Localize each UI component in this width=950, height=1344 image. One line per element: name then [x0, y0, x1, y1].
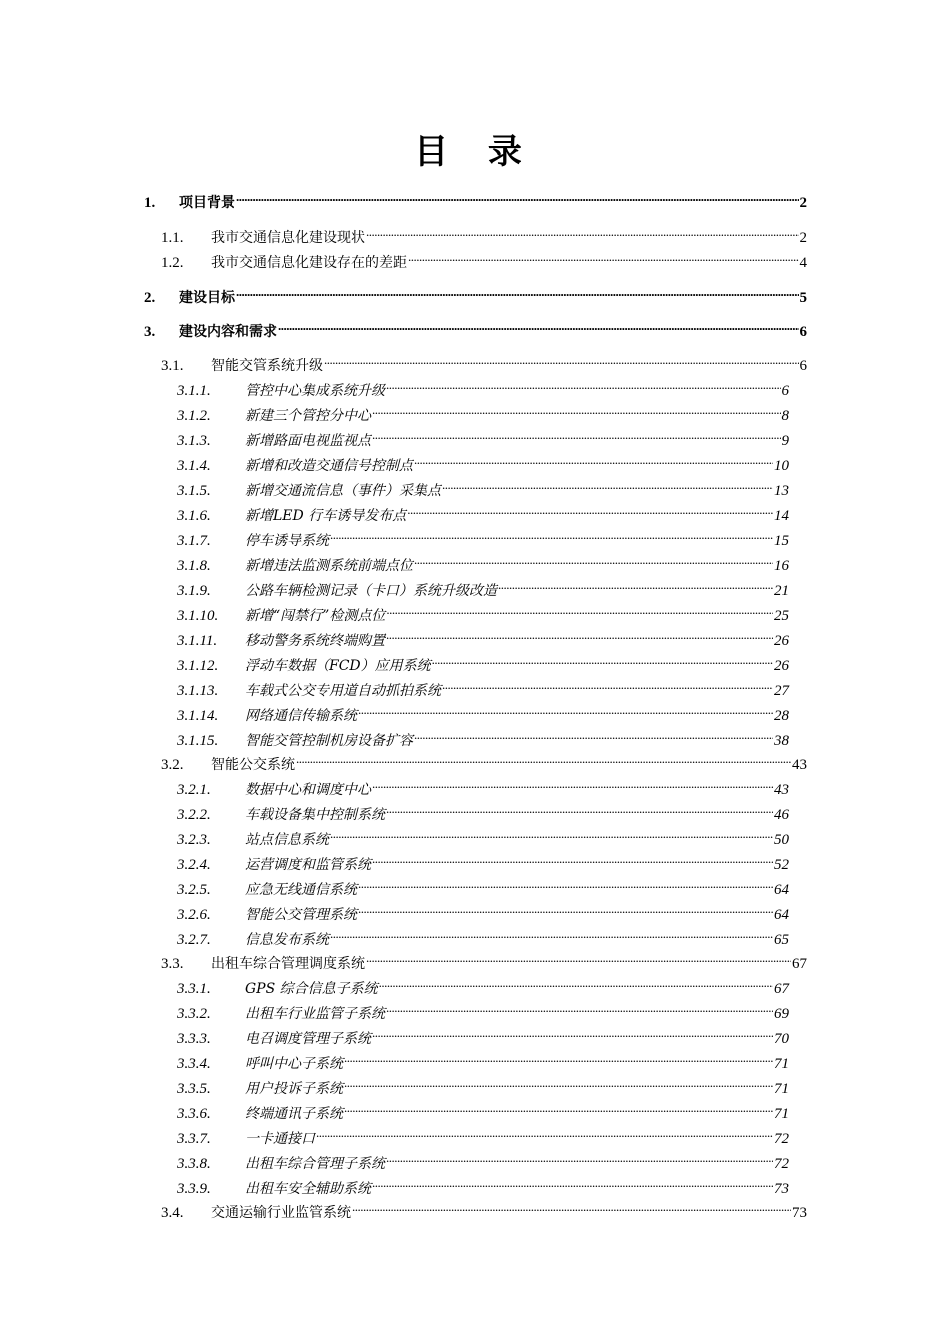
toc-entry-number: 3.1.3.: [177, 433, 211, 449]
toc-entry-page-number: 38: [774, 733, 789, 749]
toc-dot-leader: [442, 673, 773, 695]
toc-entry-page-number: 13: [774, 483, 789, 499]
toc-entry-number: 3.1.10.: [177, 608, 219, 624]
toc-entry-page-number: 71: [774, 1106, 789, 1122]
toc-entry-page-number: 73: [792, 1205, 807, 1221]
toc-entry-label: 出租车综合管理调度系统: [211, 956, 365, 972]
toc-entry-number: 3.3.4.: [177, 1056, 211, 1072]
toc-dot-leader: [372, 423, 781, 445]
toc-entry-number: 3.2.4.: [177, 857, 211, 873]
toc-entry[interactable]: [177, 822, 789, 848]
toc-entry-number: 3.3.1.: [177, 981, 211, 997]
toc-dot-leader: [372, 772, 773, 794]
toc-entry-label: 项目背景: [179, 195, 235, 211]
toc-entry-label: 新增违法监测系统前端点位: [245, 558, 413, 574]
toc-entry[interactable]: [161, 245, 807, 271]
toc-entry-page-number: 4: [799, 255, 807, 271]
toc-entry-number: 3.4.: [161, 1205, 184, 1221]
toc-entry-number: 3.2.2.: [177, 807, 211, 823]
toc-entry-label: 智能交管系统升级: [211, 358, 323, 374]
toc-entry-label: 运营调度和监管系统: [245, 857, 371, 873]
toc-dot-leader: [236, 280, 799, 302]
toc-dot-leader: [352, 1195, 791, 1217]
toc-entry-number: 3.3.9.: [177, 1181, 211, 1197]
toc-entry-number: 3.3.: [161, 956, 184, 972]
toc-dot-leader: [372, 1021, 773, 1043]
toc-entry[interactable]: [177, 673, 789, 699]
toc-entry[interactable]: [177, 1146, 789, 1172]
toc-entry-number: 3.3.2.: [177, 1006, 211, 1022]
toc-entry-page-number: 64: [774, 882, 789, 898]
toc-entry[interactable]: [177, 698, 789, 724]
toc-dot-leader: [414, 548, 773, 570]
toc-entry-label: 公路车辆检测记录（卡口）系统升级改造: [245, 583, 497, 599]
toc-entry-number: 3.3.3.: [177, 1031, 211, 1047]
toc-entry-number: 3.1.15.: [177, 733, 219, 749]
toc-dot-leader: [372, 398, 781, 420]
toc-dot-leader: [408, 245, 799, 267]
toc-entry[interactable]: [177, 423, 789, 449]
toc-dot-leader: [386, 623, 773, 645]
toc-entry[interactable]: [177, 847, 789, 873]
toc-entry-label: 新增“闯禁行”检测点位: [245, 608, 386, 624]
toc-entry-label: 我市交通信息化建设存在的差距: [211, 255, 407, 271]
toc-entry-label: 呼叫中心子系统: [245, 1056, 343, 1072]
toc-entry[interactable]: [177, 1121, 789, 1147]
toc-entry-page-number: 67: [792, 956, 807, 972]
toc-entry-number: 3.2.7.: [177, 932, 211, 948]
toc-entry-label: 站点信息系统: [245, 832, 329, 848]
page-title: 目 录: [414, 132, 536, 172]
toc-entry-page-number: 5: [799, 290, 807, 306]
toc-entry-label: 出租车行业监管子系统: [245, 1006, 385, 1022]
toc-dot-leader: [386, 373, 781, 395]
toc-entry-number: 3.1.9.: [177, 583, 211, 599]
toc-entry[interactable]: [177, 648, 789, 674]
toc-entry-page-number: 28: [774, 708, 789, 724]
toc-entry-page-number: 71: [774, 1081, 789, 1097]
toc-dot-leader: [432, 648, 773, 670]
toc-entry-number: 3.1.7.: [177, 533, 211, 549]
toc-entry-number: 3.3.5.: [177, 1081, 211, 1097]
toc-entry-page-number: 27: [774, 683, 789, 699]
toc-entry-number: 1.: [144, 195, 156, 211]
toc-entry-number: 3.2.1.: [177, 782, 211, 798]
toc-entry-number: 2.: [144, 290, 156, 306]
toc-entry-page-number: 6: [799, 324, 807, 340]
toc-dot-leader: [296, 747, 791, 769]
toc-entry-label: 数据中心和调度中心: [245, 782, 371, 798]
toc-entry-label: 交通运输行业监管系统: [211, 1205, 351, 1221]
toc-entry-label: 出租车综合管理子系统: [245, 1156, 385, 1172]
toc-entry[interactable]: [177, 1021, 789, 1047]
toc-entry-page-number: 69: [774, 1006, 789, 1022]
toc-entry[interactable]: [177, 398, 789, 424]
toc-entry-label: 一卡通接口: [245, 1131, 315, 1147]
toc-entry-page-number: 6: [781, 383, 789, 399]
toc-entry-label: 电召调度管理子系统: [245, 1031, 371, 1047]
toc-entry-number: 3.2.3.: [177, 832, 211, 848]
toc-dot-leader: [442, 473, 773, 495]
toc-entry[interactable]: [177, 897, 789, 923]
toc-entry-number: 3.2.5.: [177, 882, 211, 898]
toc-entry[interactable]: [177, 1171, 789, 1197]
toc-entry[interactable]: [177, 872, 789, 898]
toc-entry-page-number: 8: [781, 408, 789, 424]
toc-entry-label: 建设内容和需求: [179, 324, 277, 340]
toc-entry[interactable]: [161, 220, 807, 246]
toc-entry-page-number: 65: [774, 932, 789, 948]
toc-entry-number: 1.1.: [161, 230, 184, 246]
toc-dot-leader: [386, 996, 773, 1018]
toc-entry-page-number: 64: [774, 907, 789, 923]
toc-entry-number: 1.2.: [161, 255, 184, 271]
toc-dot-leader: [386, 797, 773, 819]
toc-entry-page-number: 26: [774, 633, 789, 649]
toc-entry-number: 3.1.13.: [177, 683, 219, 699]
toc-dot-leader: [379, 971, 773, 993]
toc-dot-leader: [372, 1171, 773, 1193]
toc-entry[interactable]: [177, 996, 789, 1022]
toc-entry[interactable]: [177, 573, 789, 599]
toc-entry-label: 移动警务系统终端购置: [245, 633, 385, 649]
toc-entry[interactable]: [161, 946, 807, 972]
toc-entry[interactable]: [177, 1071, 789, 1097]
toc-dot-leader: [330, 822, 773, 844]
toc-dot-leader: [330, 922, 773, 944]
toc-dot-leader: [414, 448, 773, 470]
toc-entry-page-number: 73: [774, 1181, 789, 1197]
toc-entry-label: 出租车安全辅助系统: [245, 1181, 371, 1197]
toc-entry[interactable]: [161, 1195, 807, 1221]
toc-entry-label: 智能交管控制机房设备扩容: [245, 733, 413, 749]
toc-entry[interactable]: [177, 723, 789, 749]
toc-dot-leader: [498, 573, 773, 595]
toc-entry-page-number: 67: [774, 981, 789, 997]
toc-dot-leader: [344, 1096, 773, 1118]
toc-entry[interactable]: [144, 280, 807, 306]
toc-entry[interactable]: [177, 373, 789, 399]
toc-entry-page-number: 2: [799, 230, 807, 246]
toc-entry-number: 3.1.8.: [177, 558, 211, 574]
toc-entry-label: 管控中心集成系统升级: [245, 383, 385, 399]
toc-dot-leader: [316, 1121, 773, 1143]
toc-entry-page-number: 70: [774, 1031, 789, 1047]
toc-dot-leader: [366, 220, 799, 242]
toc-entry-page-number: 71: [774, 1056, 789, 1072]
toc-entry-number: 3.2.6.: [177, 907, 211, 923]
toc-entry-page-number: 26: [774, 658, 789, 674]
toc-dot-leader: [366, 946, 791, 968]
toc-entry-number: 3.: [144, 324, 156, 340]
toc-dot-leader: [236, 185, 799, 207]
toc-entry-number: 3.1.6.: [177, 508, 211, 524]
toc-entry-page-number: 15: [774, 533, 789, 549]
toc-entry-number: 3.3.8.: [177, 1156, 211, 1172]
toc-entry-label: 我市交通信息化建设现状: [211, 230, 365, 246]
toc-entry-page-number: 72: [774, 1156, 789, 1172]
toc-dot-leader: [386, 598, 773, 620]
toc-entry-number: 3.3.6.: [177, 1106, 211, 1122]
toc-entry-page-number: 72: [774, 1131, 789, 1147]
toc-entry-page-number: 50: [774, 832, 789, 848]
toc-entry-label: 停车诱导系统: [245, 533, 329, 549]
toc-dot-leader: [278, 314, 799, 336]
toc-dot-leader: [344, 1071, 773, 1093]
toc-entry-label: 新增交通流信息（事件）采集点: [245, 483, 441, 499]
toc-entry[interactable]: [177, 473, 789, 499]
toc-entry-label: 信息发布系统: [245, 932, 329, 948]
toc-entry-number: 3.1.4.: [177, 458, 211, 474]
toc-entry-label: 应急无线通信系统: [245, 882, 357, 898]
toc-entry-number: 3.1.: [161, 358, 184, 374]
toc-entry-label: 网络通信传输系统: [245, 708, 357, 724]
toc-entry-page-number: 9: [781, 433, 789, 449]
toc-entry-label: 终端通讯子系统: [245, 1106, 343, 1122]
toc-entry-number: 3.1.14.: [177, 708, 219, 724]
toc-entry[interactable]: [177, 448, 789, 474]
toc-entry-number: 3.1.2.: [177, 408, 211, 424]
toc-entry-number: 3.1.5.: [177, 483, 211, 499]
toc-entry-label: 新增和改造交通信号控制点: [245, 458, 413, 474]
toc-entry-label: GPS 综合信息子系统: [245, 981, 378, 997]
toc-entry-page-number: 6: [799, 358, 807, 374]
toc-entry-number: 3.3.7.: [177, 1131, 211, 1147]
toc-entry-page-number: 46: [774, 807, 789, 823]
toc-entry[interactable]: [177, 598, 789, 624]
toc-dot-leader: [324, 348, 799, 370]
toc-entry[interactable]: [144, 314, 807, 340]
toc-entry[interactable]: [177, 1046, 789, 1072]
toc-entry[interactable]: [177, 623, 789, 649]
toc-entry-label: 建设目标: [179, 290, 235, 306]
toc-entry-page-number: 52: [774, 857, 789, 873]
toc-entry[interactable]: [177, 498, 789, 524]
toc-entry-label: 浮动车数据（FCD）应用系统: [245, 658, 431, 674]
toc-entry-number: 3.2.: [161, 757, 184, 773]
toc-dot-leader: [414, 723, 773, 745]
toc-entry-page-number: 43: [792, 757, 807, 773]
toc-dot-leader: [372, 847, 773, 869]
toc-entry[interactable]: [177, 523, 789, 549]
toc-entry-page-number: 21: [774, 583, 789, 599]
toc-entry-label: 新增LED 行车诱导发布点: [245, 508, 407, 524]
toc-entry-label: 智能公交管理系统: [245, 907, 357, 923]
toc-entry[interactable]: [161, 348, 807, 374]
toc-entry-number: 3.1.11.: [177, 633, 218, 649]
toc-entry-page-number: 10: [774, 458, 789, 474]
toc-entry[interactable]: [177, 1096, 789, 1122]
toc-dot-leader: [358, 698, 773, 720]
toc-entry-number: 3.1.1.: [177, 383, 211, 399]
toc-entry-page-number: 25: [774, 608, 789, 624]
toc-dot-leader: [344, 1046, 773, 1068]
toc-entry[interactable]: [144, 185, 807, 211]
toc-entry[interactable]: [177, 971, 789, 997]
toc-entry[interactable]: [161, 747, 807, 773]
toc-dot-leader: [358, 872, 773, 894]
toc-entry[interactable]: [177, 548, 789, 574]
toc-entry[interactable]: [177, 772, 789, 798]
toc-dot-leader: [358, 897, 773, 919]
toc-entry-page-number: 14: [774, 508, 789, 524]
toc-entry-page-number: 16: [774, 558, 789, 574]
toc-entry-label: 用户投诉子系统: [245, 1081, 343, 1097]
toc-entry-page-number: 2: [799, 195, 807, 211]
toc-entry-label: 新建三个管控分中心: [245, 408, 371, 424]
toc-entry-number: 3.1.12.: [177, 658, 219, 674]
toc-entry-label: 智能公交系统: [211, 757, 295, 773]
toc-dot-leader: [407, 498, 773, 520]
toc-dot-leader: [330, 523, 773, 545]
toc-dot-leader: [386, 1146, 773, 1168]
toc-entry[interactable]: [177, 797, 789, 823]
toc-entry-page-number: 43: [774, 782, 789, 798]
toc-entry-label: 车载式公交专用道自动抓拍系统: [245, 683, 441, 699]
toc-entry[interactable]: [177, 922, 789, 948]
toc-entry-label: 新增路面电视监视点: [245, 433, 371, 449]
toc-entry-label: 车载设备集中控制系统: [245, 807, 385, 823]
